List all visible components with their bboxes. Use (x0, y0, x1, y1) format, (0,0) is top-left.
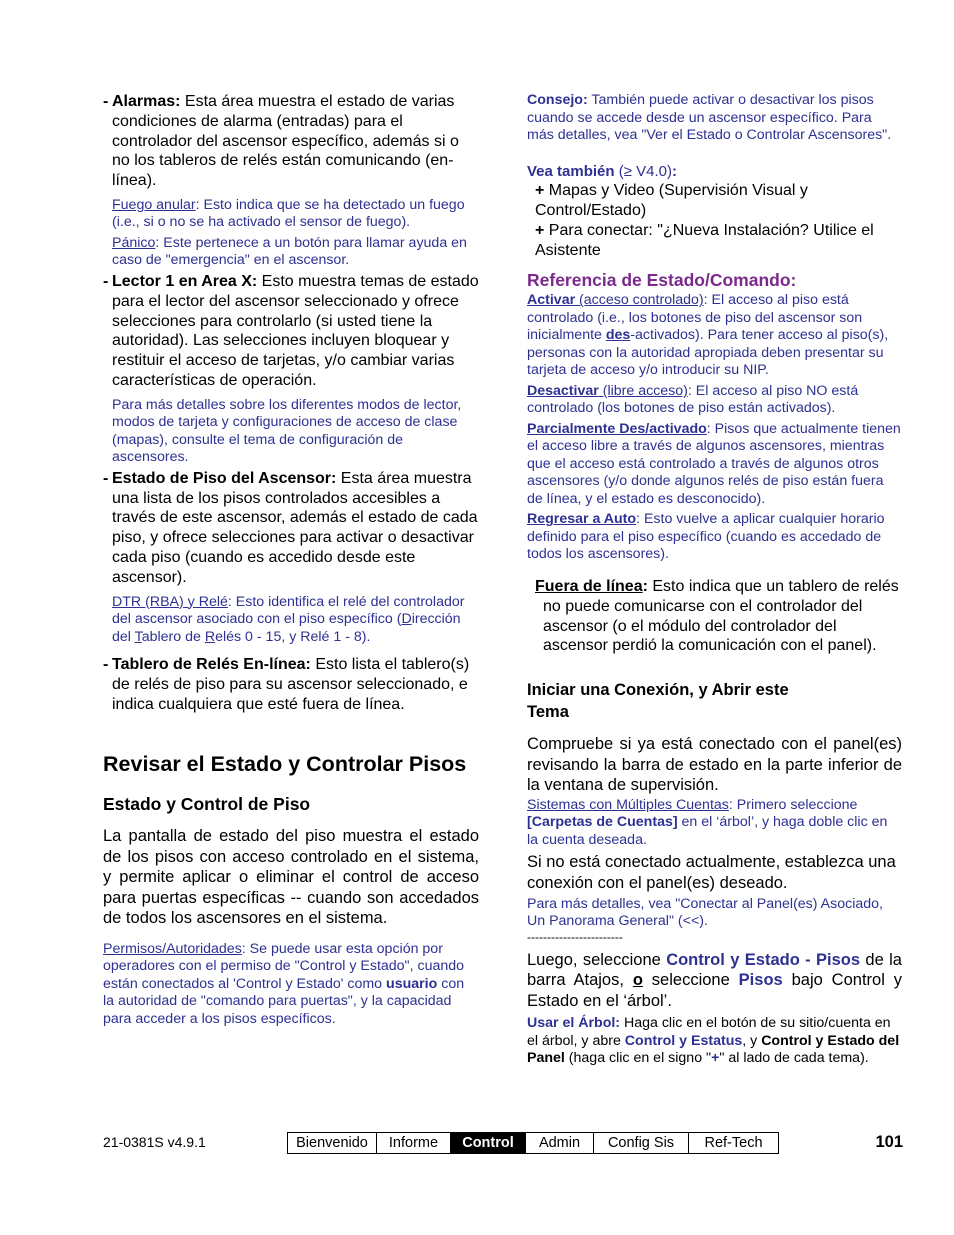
select-control-estado[interactable]: Control y Estado - Pisos (666, 950, 861, 969)
dtr-de: de (181, 628, 205, 645)
nav-control[interactable]: Control (451, 1133, 526, 1153)
note-dtr (112, 594, 479, 647)
ref-activar (527, 292, 902, 380)
note-lector: Para más detalles sobre los diferentes modos de lector, modos de tarjeta y configuraciones de acceso de clase (mapas), consulte el tema de configuración de ascensores. (112, 396, 462, 466)
bullet-dash: - (103, 93, 109, 110)
ref-fuera (535, 577, 902, 656)
fuera-colon: : (642, 577, 648, 595)
see-also-item-conectar[interactable] (527, 221, 902, 261)
section-title: Revisar el Estado y Controlar Pisos (103, 752, 467, 777)
select-text-f: bajo Control y Estado en el ‘árbol’. (527, 971, 902, 1010)
bullet-tablero (103, 655, 479, 714)
desactivar-key: Desactivar (527, 382, 599, 399)
parcial-key: Parcialmente Des/activado (527, 420, 707, 437)
permisos-usuario: usuario (386, 975, 438, 992)
page-number: 101 (875, 1133, 903, 1151)
consejo-label: Consejo: (527, 92, 588, 108)
page-footer (103, 1132, 903, 1154)
conectar-note: Para más detalles, vea "Conectar al Panel(es) Asociado, Un Panorama General" (<<). (527, 895, 883, 930)
ref-parcial (527, 421, 902, 509)
ref-regresar (527, 511, 902, 564)
lector-text: Esto muestra temas de estado para el lector del ascensor seleccionado y ofrece selecciones para controlarlo (si usted tiene la autoridad). Las selecciones incluyen bloquear y restituir el acceso de tarjetas, y/o cambiar varias características de operación. (112, 272, 479, 389)
sistemas-note (527, 797, 902, 850)
dtr-link[interactable]: DTR (RBA) y Relé (112, 593, 228, 610)
usar-text-3: (haga clic en el signo " (564, 1050, 712, 1067)
sistemas-text: : Primero seleccione (728, 796, 858, 813)
dtr-reles: elés 0 - 15, y Relé 1 - 8). (215, 628, 371, 645)
fuera-text: Esto indica que un tablero de relés no puede comunicarse con el controlador del ascensor (o el módulo del controlador del ascensor perdió la comunicación con el panel). (543, 577, 899, 655)
see-also-mapas-text: Mapas y Video (Supervisión Visual y Control/Estado) (535, 182, 808, 220)
usar-text: Haga clic en el botón de su sitio/cuenta en el árbol, y abre (527, 1015, 891, 1049)
usar-control-panel: Control y Estado del Panel (527, 1032, 900, 1067)
desactivar-text: : El acceso al piso NO está controlado (los botones de piso están activados). (527, 382, 859, 417)
divider-dashes: ------------------------ (527, 929, 623, 944)
dtr-t: T (134, 628, 142, 645)
usar-text-4: " al lado de cada tema). (719, 1050, 869, 1067)
lector-title: Lector 1 en Area X: (112, 272, 258, 290)
regresar-key: Regresar a Auto (527, 511, 637, 528)
select-text-c: de la barra Atajos, (527, 950, 902, 990)
sistemas-bold: [Carpetas de Cuentas] (527, 814, 678, 831)
consejo-text: También puede activar o desactivar los pisos cuando se accede desde un ascensor específico. Para más detalles, vea "Ver el Estado o Controlar Ascensores". (527, 92, 892, 143)
consejo-note (527, 92, 902, 145)
regresar-text: : Esto vuelve a aplicar cualquier horario definido para el piso específico (cuando es accedado de todos los ascensores). (527, 511, 885, 563)
usar-text-2: , y (742, 1032, 762, 1049)
activar-text-2: -activados). Para tener acceso al piso(s), personas con la autoridad apropiada deben presentar su tarjeta de acceso y/o introducir su NIP. (527, 327, 889, 379)
panico-text: : Este pertenece a un botón para llamar ayuda en caso de "emergencia" en el ascensor. (112, 234, 467, 269)
nav-informe[interactable]: Informe (377, 1133, 451, 1153)
connect-paragraph: Si no está conectado actualmente, establezca una conexión con el panel(es) deseado. (527, 853, 896, 893)
right-column (527, 92, 902, 1071)
bullet-lector (103, 272, 479, 391)
activar-text: : El acceso al piso está controlado (i.e., los botones de piso del ascensor son inicialmente (527, 292, 863, 344)
select-pisos[interactable]: Pisos (738, 971, 783, 990)
note-fuego (112, 197, 479, 232)
activar-des: des (605, 327, 631, 344)
document-code: 21-0381S v4.9.1 (103, 1134, 206, 1150)
dtr-direccion: irección del (112, 611, 461, 645)
vea-colon: : (671, 162, 677, 180)
ref-desactivar (527, 383, 902, 418)
bullet-dash: - (103, 469, 109, 487)
reference-title: Referencia de Estado/Comando: (527, 270, 797, 291)
select-paragraph (527, 950, 902, 1012)
note-permisos (103, 941, 479, 1029)
subsection-title: Estado y Control de Piso (103, 793, 311, 814)
dtr-tablero: ablero (141, 628, 182, 645)
nav-config-sis[interactable]: Config Sis (594, 1133, 689, 1153)
bullet-estado-piso (103, 469, 479, 588)
bullet-dash: - (103, 656, 109, 674)
activar-key: Activar (527, 292, 576, 309)
dtr-r: R (204, 628, 216, 645)
see-also-conectar-text: Para conectar: "¿Nueva Instalación? Utilice el Asistente (535, 221, 874, 259)
select-text-d: seleccione (642, 971, 739, 990)
estado-piso-title: Estado de Piso del Ascensor: (112, 469, 337, 487)
bullet-alarmas (103, 92, 479, 191)
vea-tambien (527, 162, 902, 182)
plus-icon: + (535, 221, 545, 239)
activar-paren: (acceso controlado) (575, 292, 704, 309)
plus-icon: + (535, 182, 545, 200)
nav-admin[interactable]: Admin (526, 1133, 594, 1153)
see-also-item-mapas[interactable] (527, 181, 902, 221)
footer-nav (287, 1132, 779, 1154)
parcial-text: : Pisos que actualmente tienen el acceso libre a través de algunos ascensores, mientras que el acceso está controlado a través de algunos otros ascensores (y/o donde algunos relés de piso están fuera de línea, y el estado es desconocido). (527, 420, 901, 507)
fuera-key: Fuera de línea (535, 577, 643, 595)
vea-label: Vea también (527, 162, 615, 180)
permisos-text: : Se puede usar esta opción por operadores con el permiso de "Control y Estado", cuando están conectados al 'Control y Estado' como (103, 940, 465, 992)
dtr-text: : Esto identifica el relé del controlador del ascensor asociado con el piso específico ( (112, 593, 465, 628)
left-column (103, 92, 479, 1030)
fuego-text: : Esto indica que se ha detectado un fuego (i.e., si o no se ha activado el sensor de fuego). (112, 196, 465, 231)
permisos-link[interactable]: Permisos/Autoridades (103, 940, 242, 957)
fuego-link[interactable]: Fuego anular (112, 196, 196, 213)
tablero-title: Tablero de Relés En-línea: (112, 656, 311, 674)
permisos-text-2: con la autoridad de "comando para puertas", y la capacidad para acceder a los pisos específicos. (103, 975, 465, 1027)
panico-link[interactable]: Pánico (112, 234, 156, 251)
vea-version: (≥ V4.0) (614, 162, 672, 180)
bullet-dash: - (103, 272, 109, 290)
alarmas-text: Esta área muestra el estado de varias condiciones de alarma (entradas) para el controlador del ascensor específico, además si o no los tableros de relés están comunicando (en-línea). (112, 93, 459, 190)
check-paragraph: Compruebe si ya está conectado con el panel(es) revisando la barra de estado en la parte inferior de la ventana de supervisión. (527, 735, 902, 795)
alarmas-title: Alarmas: (112, 93, 181, 110)
estado-piso-text: Esta área muestra una lista de los pisos controlados accesibles a través de este ascensor, además el estado de cada piso, y ofrece selecciones para activar o desactivar cada piso (cuando es accedido desde este ascensor). (112, 469, 478, 586)
usar-plus: + (711, 1050, 720, 1067)
usar-key: Usar el Árbol: (527, 1015, 621, 1032)
desactivar-paren: (libre acceso) (598, 382, 688, 399)
note-panico (112, 235, 479, 270)
usar-control-estatus: Control y Estatus (624, 1032, 743, 1049)
dtr-d: D (401, 611, 412, 628)
intro-paragraph: La pantalla de estado del piso muestra el estado de los pisos con acceso controlado en el sistema, y permite aplicar o eliminar el control de acceso para puertas específicas -- cuando son accedados de todos los ascensores en el sistema. (103, 826, 479, 928)
usar-arbol-note (527, 1015, 902, 1068)
select-text-a: Luego, seleccione (527, 950, 667, 969)
sistemas-link[interactable]: Sistemas con Múltiples Cuentas (527, 796, 729, 813)
nav-ref-tech[interactable]: Ref-Tech (704, 1135, 763, 1151)
tablero-text: Esto lista el tablero(s) de relés de piso para su ascensor seleccionado, e indica cualquiera que esté fuera de línea. (112, 656, 470, 713)
select-o: o (632, 971, 643, 990)
sistemas-text-2: en el ‘árbol’, y haga doble clic en la cuenta deseada. (527, 814, 888, 848)
nav-bienvenido[interactable]: Bienvenido (288, 1133, 377, 1153)
connection-title: Iniciar una Conexión, y Abrir este Tema (527, 681, 789, 721)
